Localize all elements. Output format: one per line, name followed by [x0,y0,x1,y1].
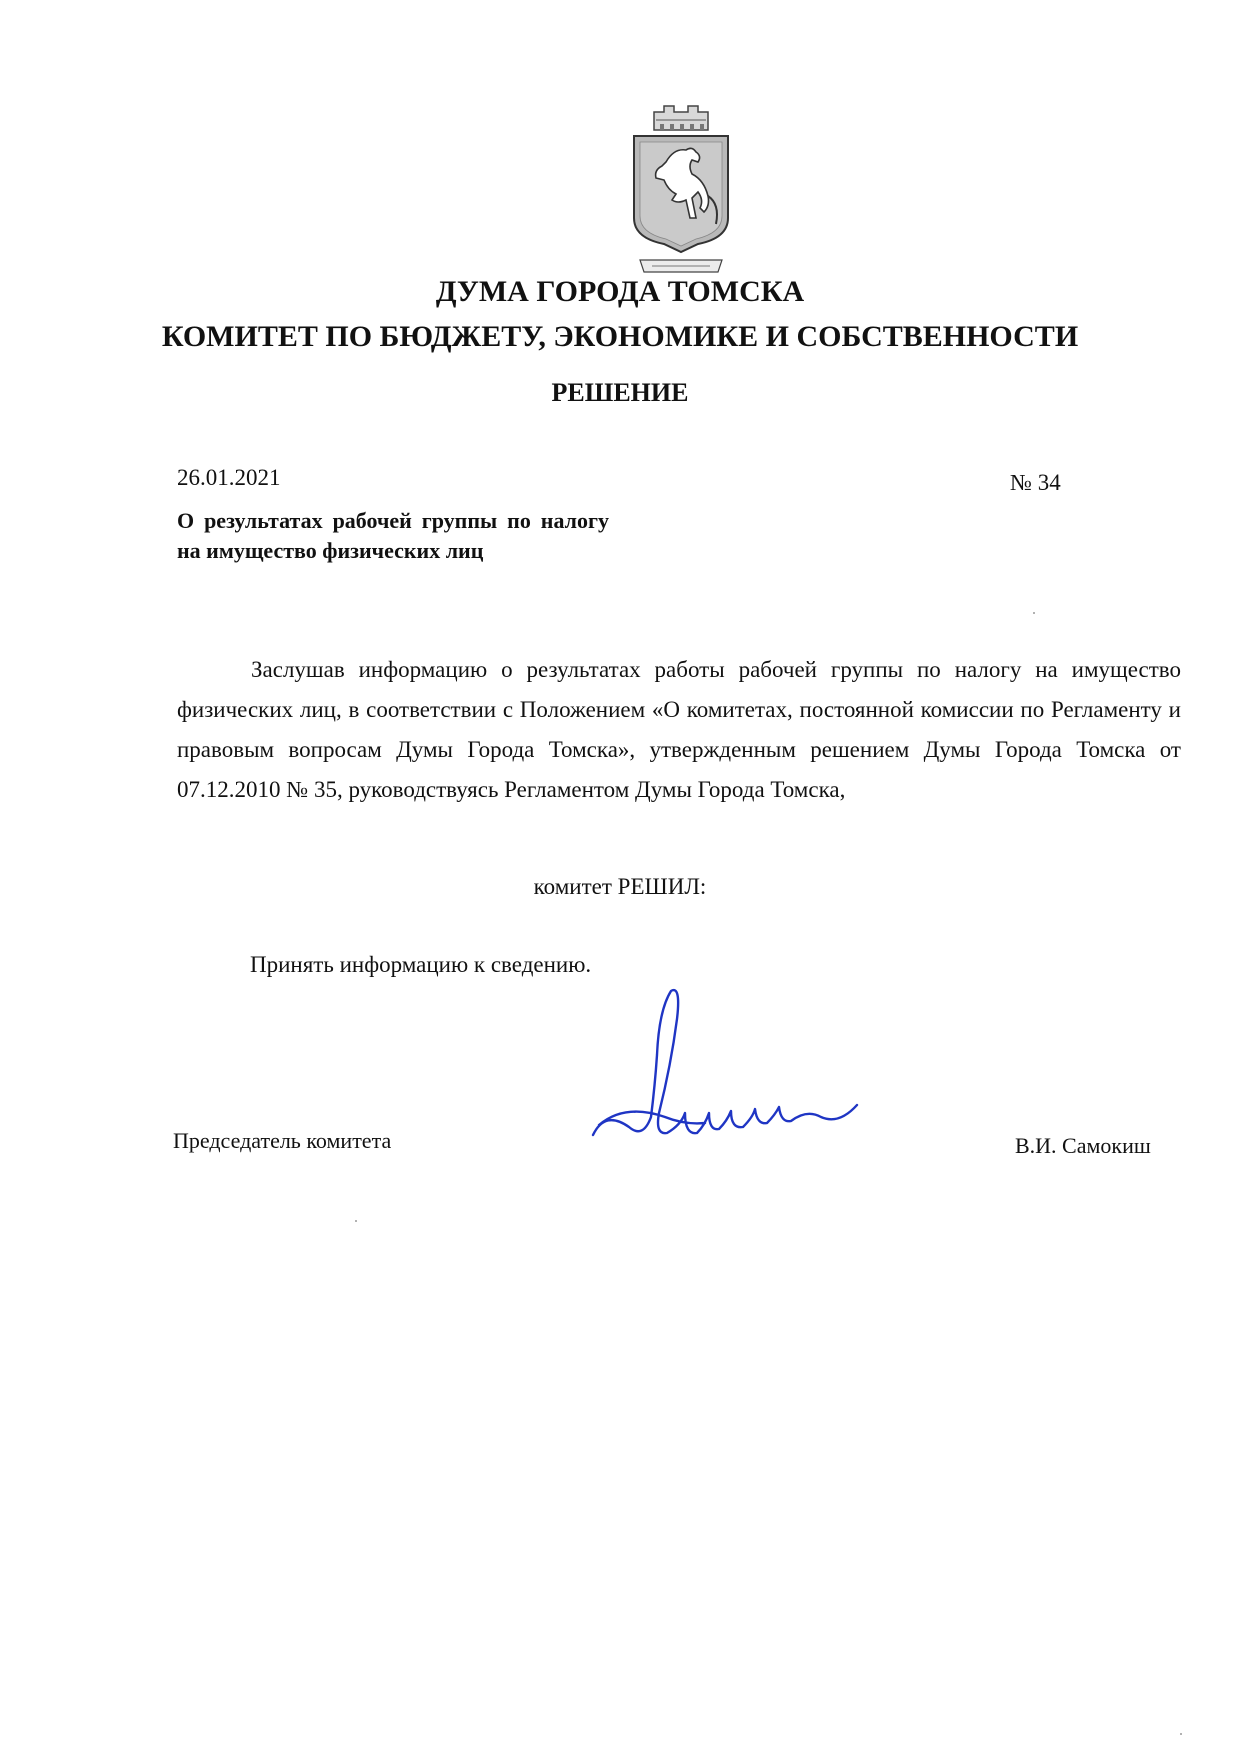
scan-speck [355,1220,357,1222]
committee-title: КОМИТЕТ ПО БЮДЖЕТУ, ЭКОНОМИКЕ И СОБСТВЕННОСТИ [161,320,1079,353]
scan-speck [1180,1733,1182,1735]
signatory-name: В.И. Самокиш [1015,1133,1151,1158]
resolution-label: комитет РЕШИЛ: [533,874,707,899]
document-number: № 34 [1010,470,1061,495]
organization-title: ДУМА ГОРОДА ТОМСКА [435,275,805,308]
scan-speck [1033,612,1035,614]
decision-text: Принять информацию к сведению. [250,952,592,977]
handwritten-signature-icon [585,985,860,1160]
body-paragraph: Заслушав информацию о результатах работы рабочей группы по налогу на имущество физических лиц, в соответствии с Положением «О комитетах, постоянной комиссии по Регламенту и правовым вопросам Думы Города Томска», утвержденным решением Думы Города Томска от 07.12.2010 № 35, руководствуясь Регламентом Думы Города Томска, [177,657,1181,802]
document-date: 26.01.2021 [177,465,281,490]
tomsk-coat-of-arms-icon [626,100,736,280]
document-type-heading: РЕШЕНИЕ [551,378,689,407]
document-subject: О результатах рабочей группы по налогу на имущество физических лиц [177,508,609,563]
signatory-role: Председатель комитета [173,1128,392,1153]
